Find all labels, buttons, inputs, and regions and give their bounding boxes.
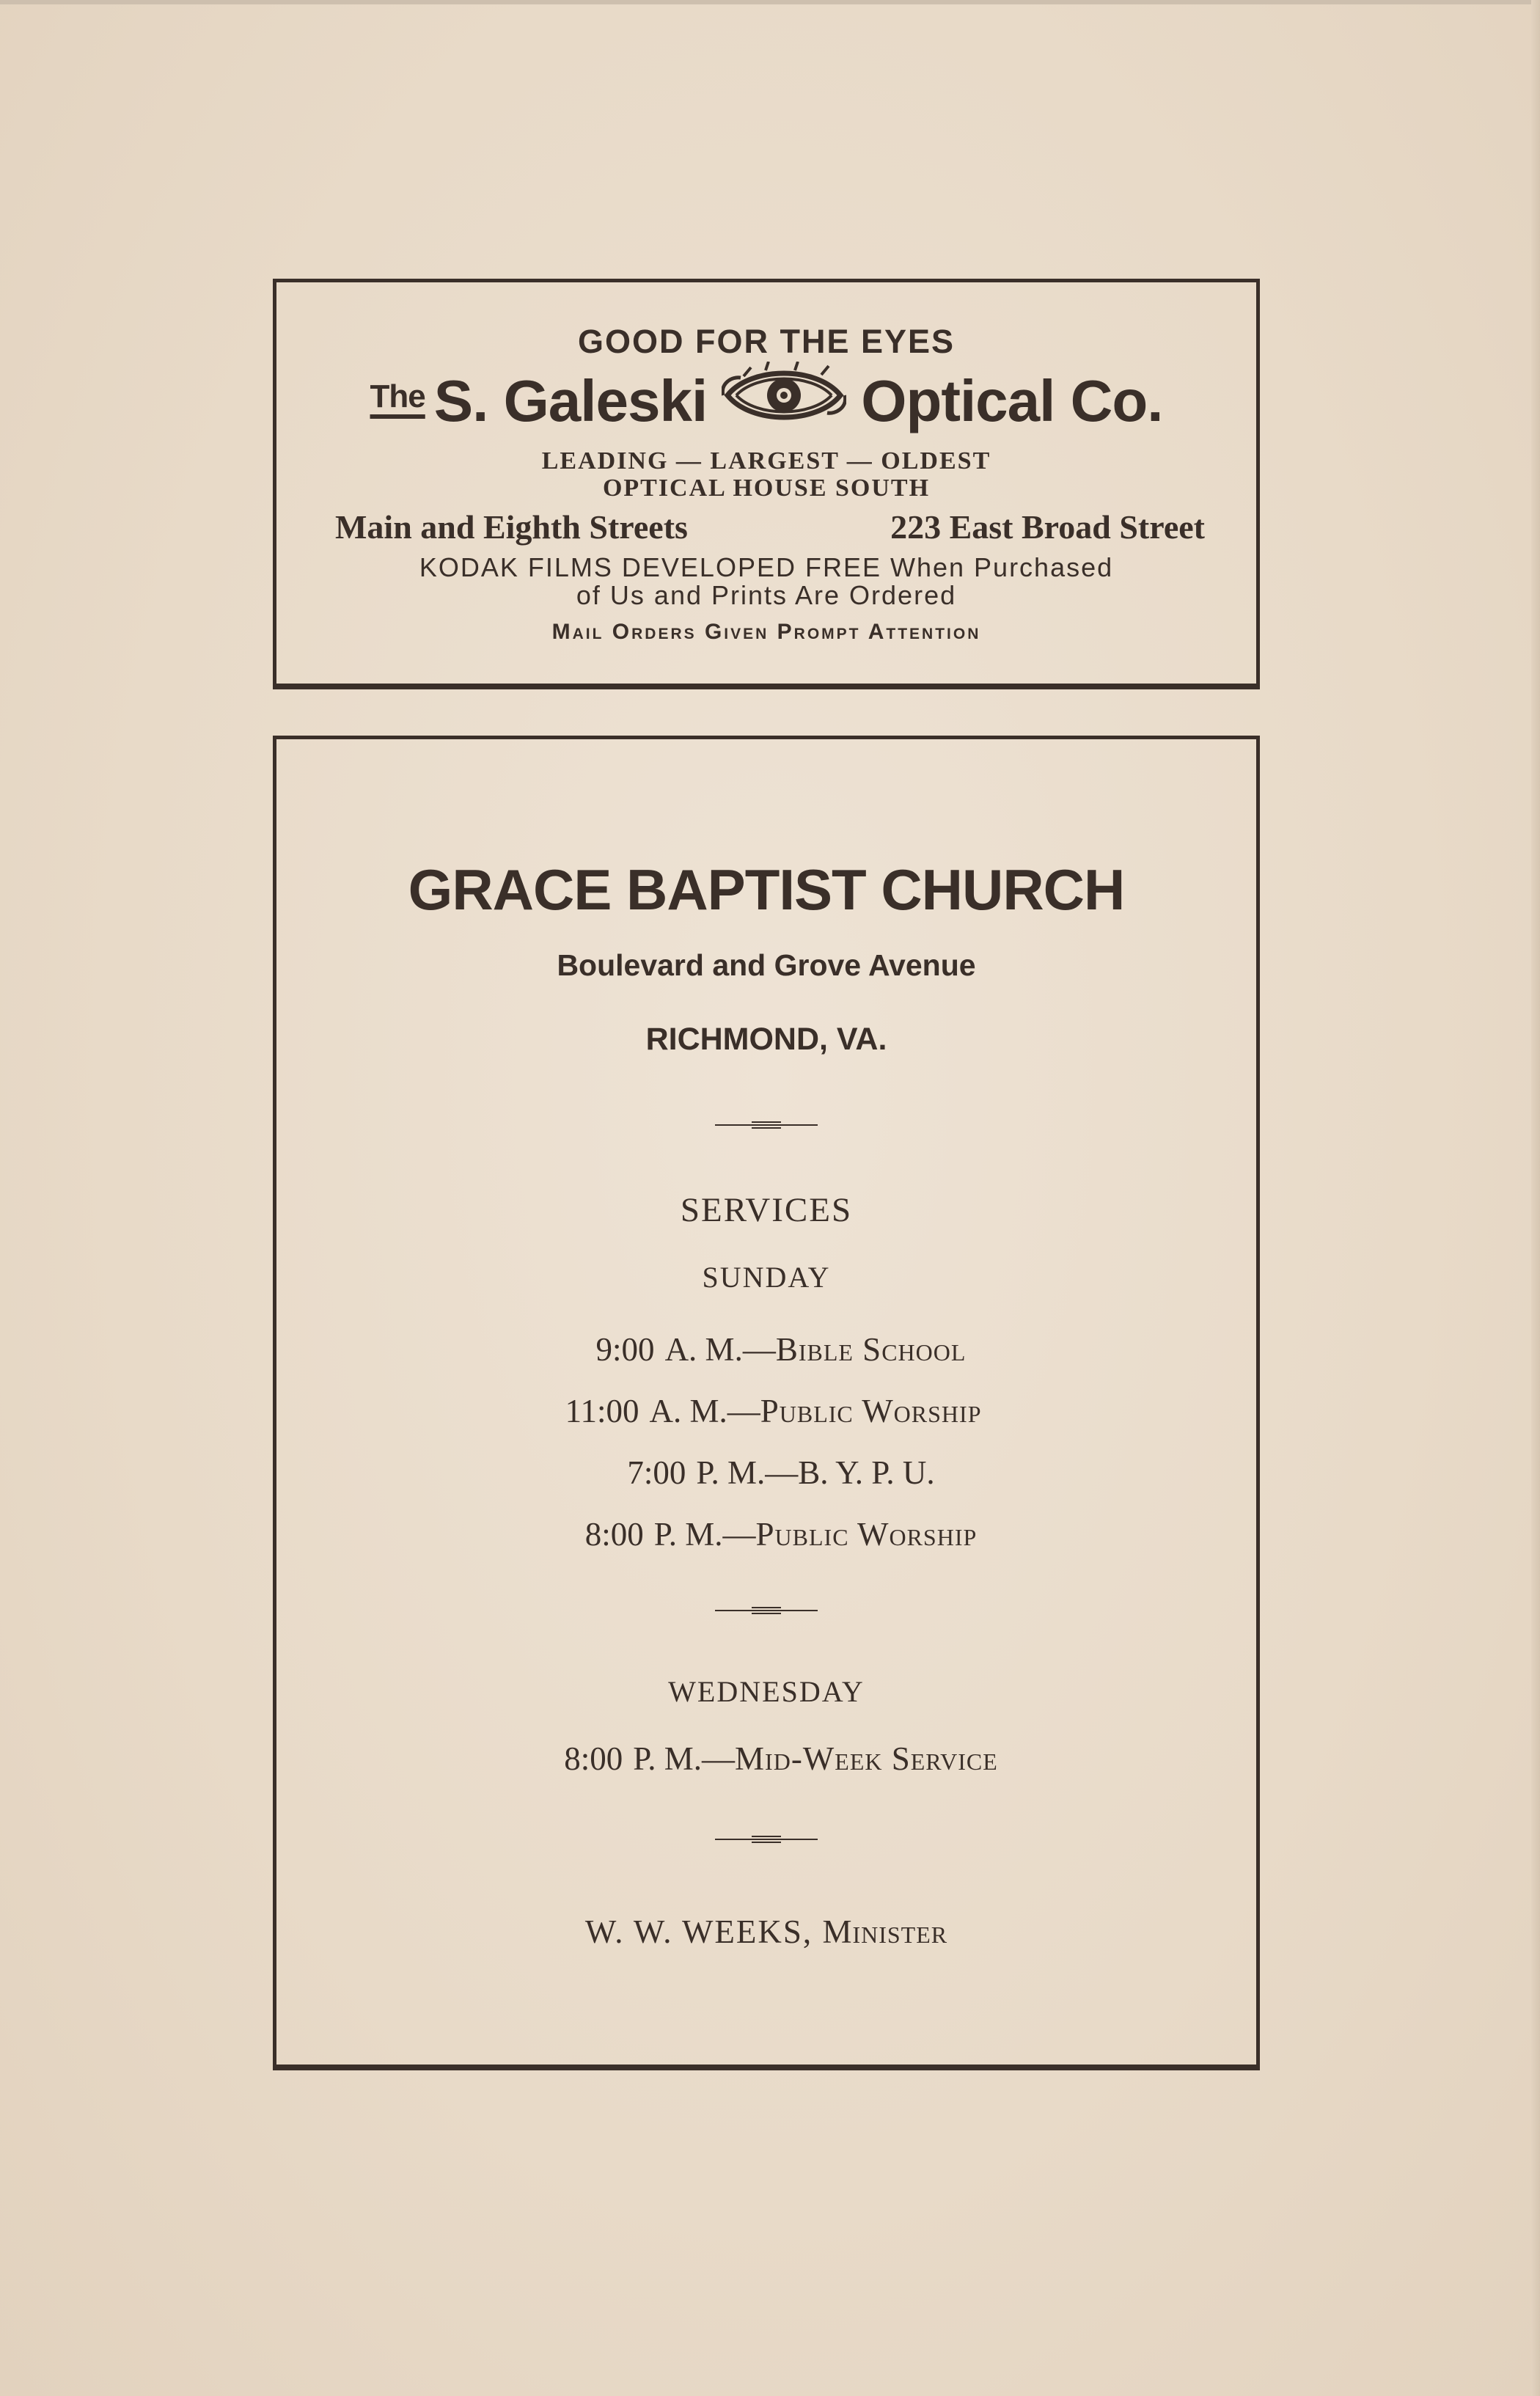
church-name: GRACE BAPTIST CHURCH <box>408 857 1125 922</box>
minister-name: W. W. WEEKS, <box>584 1913 813 1950</box>
ad-slogan-line1: LEADING — LARGEST — OLDEST <box>541 447 991 475</box>
service-row <box>567 1319 967 1380</box>
service-name: Mid-Week Service <box>735 1740 998 1777</box>
service-time: 7:00 <box>627 1454 686 1491</box>
service-row <box>551 1380 981 1442</box>
service-name: Public Worship <box>755 1516 978 1553</box>
ornamental-divider <box>715 1119 818 1131</box>
wednesday-heading: WEDNESDAY <box>668 1675 865 1708</box>
minister-credit <box>276 1913 1256 1951</box>
sunday-services-list <box>276 1319 1256 1565</box>
company-name: S. Galeski <box>433 368 708 433</box>
service-meridiem: P. M.— <box>633 1740 736 1777</box>
service-row <box>598 1442 934 1503</box>
optical-advertisement <box>273 279 1260 689</box>
ad-company-name <box>276 364 1256 438</box>
service-name: Public Worship <box>760 1393 982 1429</box>
service-time: 8:00 <box>584 1516 644 1553</box>
ad-slogan-line2: OPTICAL HOUSE SOUTH <box>602 475 931 502</box>
company-the: The <box>370 378 425 414</box>
page-top-edge <box>0 0 1540 4</box>
service-meridiem: P. M.— <box>653 1516 756 1553</box>
service-time: 11:00 <box>565 1393 639 1429</box>
ad-mail-orders: Mail Orders Given Prompt Attention <box>551 620 981 644</box>
church-address: Boulevard and Grove Avenue <box>557 948 976 982</box>
service-name: B. Y. P. U. <box>798 1454 935 1491</box>
service-meridiem: A. M.— <box>664 1331 776 1368</box>
ad-address-right: 223 East Broad Street <box>890 508 1205 546</box>
wednesday-services-list <box>276 1728 1256 1789</box>
service-meridiem: A. M.— <box>649 1393 760 1429</box>
church-city: RICHMOND, VA. <box>645 1022 887 1057</box>
ornamental-divider <box>715 1605 818 1616</box>
ad-kodak-line1: KODAK FILMS DEVELOPED FREE When Purchased <box>419 552 1114 582</box>
service-time: 8:00 <box>564 1740 623 1777</box>
services-heading: SERVICES <box>680 1191 853 1229</box>
page-right-edge <box>1531 0 1540 2396</box>
church-notice <box>273 736 1260 2070</box>
service-row <box>535 1728 998 1789</box>
service-time: 9:00 <box>595 1331 655 1368</box>
company-suffix: Optical Co. <box>861 368 1163 433</box>
service-name: Bible School <box>775 1331 967 1368</box>
service-row <box>556 1503 978 1565</box>
eye-icon <box>722 362 846 442</box>
ad-tagline: GOOD FOR THE EYES <box>577 323 956 360</box>
ad-address-left: Main and Eighth Streets <box>335 508 688 546</box>
sunday-heading: SUNDAY <box>702 1261 831 1294</box>
ornamental-divider <box>715 1833 818 1845</box>
ad-kodak-line2: of Us and Prints Are Ordered <box>576 580 957 610</box>
minister-title: Minister <box>822 1913 948 1950</box>
service-meridiem: P. M.— <box>696 1454 799 1491</box>
